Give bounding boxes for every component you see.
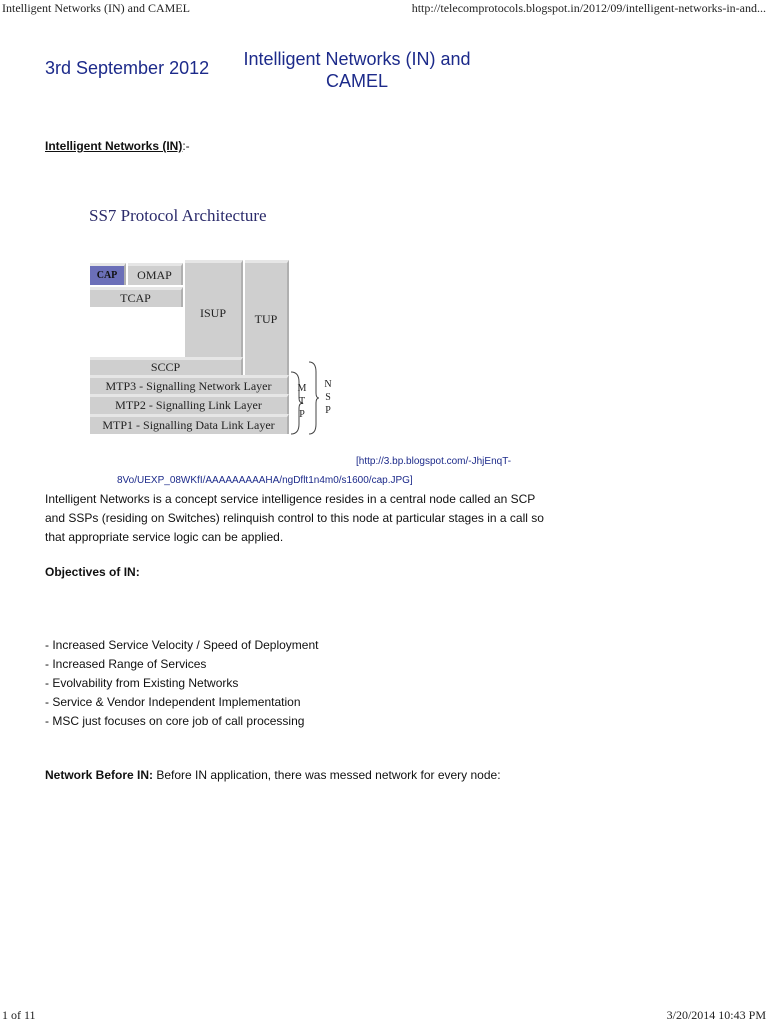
mtp-letter-m: M	[297, 383, 307, 394]
nsp-letter-p: P	[325, 405, 331, 416]
network-before-paragraph	[45, 768, 501, 782]
tup-block: TUP	[245, 260, 289, 375]
tcap-block: TCAP	[90, 287, 183, 307]
objectives-heading: Objectives of IN:	[45, 565, 140, 579]
sccp-block: SCCP	[90, 357, 243, 375]
list-item: - Increased Range of Services	[45, 657, 207, 671]
print-header-url[interactable]: http://telecomprotocols.blogspot.in/2012/09/intelligent-networks-in-and...	[411, 1, 766, 15]
omap-block: OMAP	[128, 263, 183, 285]
cap-block: CAP	[90, 263, 126, 285]
isup-block: ISUP	[185, 260, 243, 363]
list-item: - Increased Service Velocity / Speed of Deployment	[45, 638, 319, 652]
mtp3-block: MTP3 - Signalling Network Layer	[90, 375, 289, 394]
post-title[interactable]: Intelligent Networks (IN) and CAMEL	[243, 49, 471, 91]
list-item: - Service & Vendor Independent Implementation	[45, 695, 301, 709]
mtp-letter-t: T	[298, 396, 306, 407]
image-link-line2[interactable]: 8Vo/UEXP_08WKfI/AAAAAAAAAHA/ngDflt1n4m0/s1600/cap.JPG]	[117, 475, 413, 486]
list-item: - MSC just focuses on core job of call processing	[45, 714, 305, 728]
ss7-architecture-diagram[interactable]	[85, 200, 345, 445]
print-header-title: Intelligent Networks (IN) and CAMEL	[2, 1, 190, 15]
section-heading-text: Intelligent Networks (IN)	[45, 139, 183, 153]
network-before-text: Before IN application, there was messed network for every node:	[153, 768, 501, 782]
post-date: 3rd September 2012	[45, 58, 210, 78]
nsp-letter-s: S	[325, 392, 331, 403]
nsp-letter-n: N	[324, 379, 332, 390]
mtp2-block: MTP2 - Signalling Link Layer	[90, 394, 289, 414]
mtp1-block: MTP1 - Signalling Data Link Layer	[90, 414, 289, 434]
objectives-list	[45, 636, 318, 731]
section-heading	[45, 139, 190, 153]
section-heading-suffix: :-	[182, 139, 190, 153]
image-link-line1[interactable]: [http://3.bp.blogspot.com/-JhjEnqT-	[356, 456, 512, 467]
intro-paragraph: Intelligent Networks is a concept service intelligence resides in a central node called an SCP and SSPs (residing on Switches) relinquish control to this node at particular stages in a call so that appropriate service logic can be applied.	[45, 492, 544, 544]
nsp-brace-icon	[307, 360, 321, 436]
network-before-label: Network Before IN:	[45, 768, 154, 782]
nsp-letters	[321, 378, 335, 417]
print-footer-page: 1 of 11	[2, 1008, 36, 1022]
list-item: - Evolvability from Existing Networks	[45, 676, 239, 690]
diagram-title: SS7 Protocol Architecture	[89, 206, 267, 225]
mtp-letter-p: P	[299, 409, 305, 420]
print-footer-timestamp: 3/20/2014 10:43 PM	[666, 1008, 766, 1022]
